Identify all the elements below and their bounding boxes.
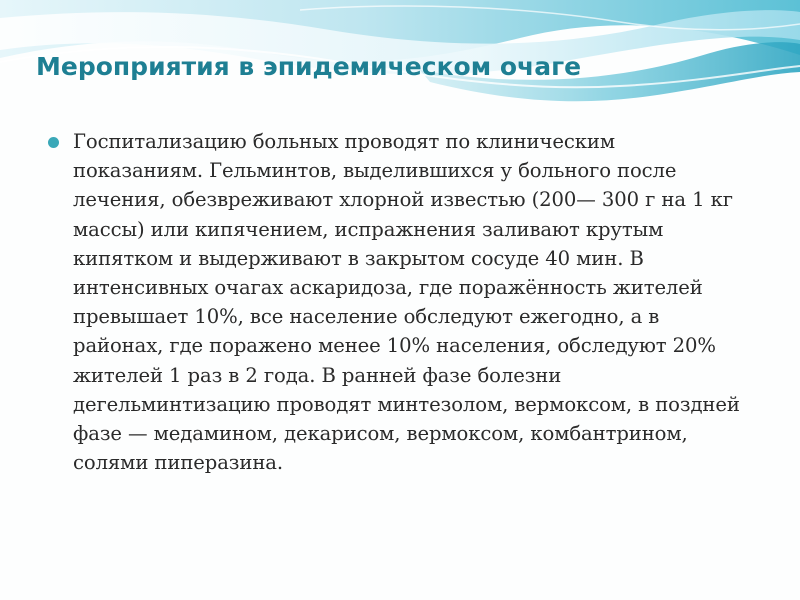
bullet-dot-icon xyxy=(48,137,59,148)
slide-title: Мероприятия в эпидемическом очаге xyxy=(36,52,582,81)
bullet-text: Госпитализацию больных проводят по клиническим показаниям. Гельминтов, выделившихся у больного после лечения, обезвреживают хлорной известью (200— 300 г на 1 кг массы) или кипячением, испражнения заливают крутым кипятком и выдерживают в закрытом сосуде 40 мин. В интенсивных очагах аскаридоза, где поражённость жителей превышает 10%, все население обследуют ежегодно, а в районах, где поражено менее 10% населения, обследуют 20% жителей 1 раз в 2 года. В ранней фазе болезни дегельминтизацию проводят минтезолом, вермоксом, в поздней фазе — медамином, декарисом, вермоксом, комбантрином, солями пиперазина. xyxy=(73,130,740,475)
bullet-list xyxy=(48,127,748,477)
bullet-item xyxy=(48,127,748,477)
